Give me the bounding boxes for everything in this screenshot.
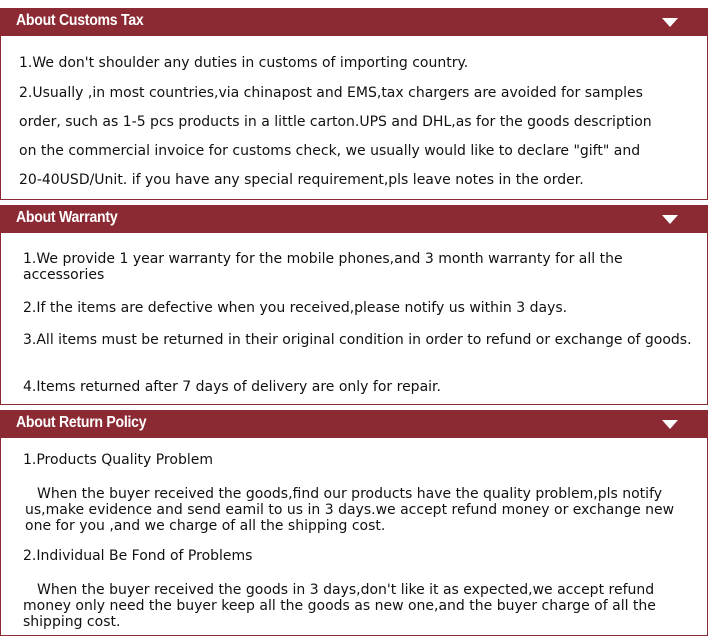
customs-tax-body [0,36,708,200]
warranty-item-3: 3.All items must be returned in their original condition in order to refund or exchange of goods. [23,332,692,348]
return-policy-title: About Return Policy [16,414,147,431]
warranty-body [0,233,708,405]
return-heading-1: 1.Products Quality Problem [23,452,213,468]
warranty-header[interactable] [0,205,708,233]
return-heading-2: 2.Individual Be Fond of Problems [23,548,253,564]
return-policy-header[interactable] [0,410,708,438]
customs-line-1: 1.We don't shoulder any duties in customs of importing country. [19,55,469,71]
return-para-1: When the buyer received the goods,find our products have the quality problem,pls notify us,make evidence and send eamil to us in 3 days.we accept refund money or exchange new one for you ,and we charge of all the shipping cost. [25,486,675,534]
customs-tax-title: About Customs Tax [16,12,144,29]
chevron-down-icon[interactable] [662,18,678,27]
warranty-item-1: 1.We provide 1 year warranty for the mobile phones,and 3 month warranty for all the accessories [23,251,623,283]
warranty-item-2: 2.If the items are defective when you received,please notify us within 3 days. [23,300,568,316]
customs-line-5: 20-40USD/Unit. if you have any special requirement,pls leave notes in the order. [19,172,584,188]
chevron-down-icon[interactable] [662,420,678,429]
customs-line-3: order, such as 1-5 pcs products in a little carton.UPS and DHL,as for the goods description [19,114,652,130]
warranty-item-4: 4.Items returned after 7 days of delivery are only for repair. [23,379,441,395]
customs-tax-header[interactable] [0,8,708,36]
warranty-title: About Warranty [16,209,118,226]
customs-line-2: 2.Usually ,in most countries,via chinapost and EMS,tax chargers are avoided for samples [19,85,643,101]
return-para-2: When the buyer received the goods in 3 days,don't like it as expected,we accept refund money only need the buyer keep all the goods as new one,and the buyer charge of all the shipping cost. [23,582,656,630]
return-policy-body [0,438,708,636]
chevron-down-icon[interactable] [662,215,678,224]
customs-line-4: on the commercial invoice for customs check, we usually would like to declare "gift" and [19,143,641,159]
